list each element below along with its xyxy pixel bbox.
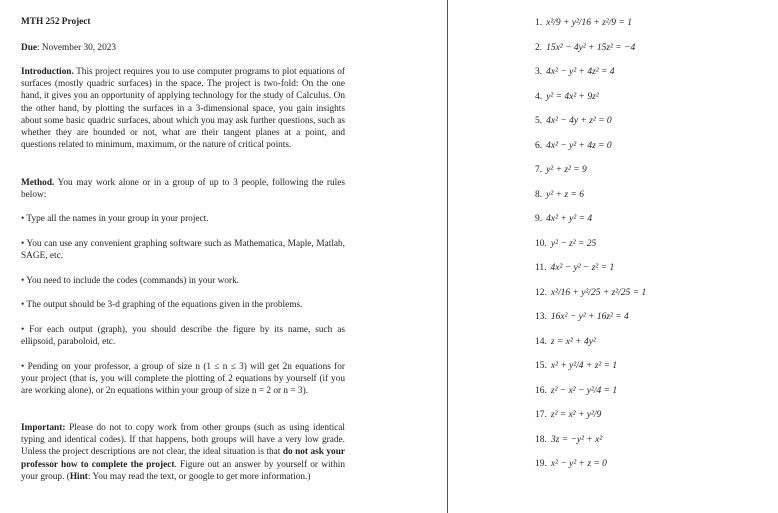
- equation-item: [535, 337, 596, 347]
- equation-number: 1.: [535, 18, 543, 28]
- due-date: [21, 42, 345, 54]
- equation-number: 19.: [535, 459, 547, 469]
- equation-number: 10.: [535, 238, 547, 249]
- equation-number: 13.: [535, 312, 547, 322]
- equation-item: [535, 435, 602, 445]
- equation-item: [535, 288, 646, 298]
- method-heading: Method.: [21, 178, 55, 188]
- title-text: MTH 252 Project: [21, 17, 91, 27]
- document-title: [21, 16, 345, 28]
- equation-number: 3.: [535, 67, 543, 77]
- column-divider: [447, 0, 448, 513]
- important-text: . Figure out an answer by yourself or within your group. (: [21, 459, 345, 482]
- equation-number: 17.: [535, 410, 547, 420]
- equation-item: [535, 361, 617, 371]
- equation-number: 12.: [535, 287, 547, 298]
- equation-number: 11.: [535, 263, 547, 273]
- equation-text: 16x² − y² + 16z² = 4: [550, 312, 629, 322]
- equation-item: [535, 18, 632, 28]
- important-text: Please do not to copy work from other groups (such as using identical typing and identical codes). If that happens, both groups will have a very low grade. Unless the project descriptions are not clear, the ideal situation is that: [21, 423, 345, 458]
- equation-item: [535, 43, 635, 53]
- equation-text: x²/16 + y²/25 + z²/25 = 1: [550, 287, 647, 298]
- bullet-text: Pending on your professor, a group of size n (1 ≤ n ≤ 3) will get 2n equations for your project (that is, you will complete the plotting of 2 equations by yourself (if you are working alone), or 2n equations within your group of size n = 2 or n = 3).: [21, 362, 345, 397]
- equation-text: x² − y² + z = 0: [550, 459, 607, 469]
- equation-number: 8.: [535, 189, 543, 200]
- equation-number: 9.: [535, 214, 543, 224]
- method-text: You may work alone or in a group of up to 3 people, following the rules below:: [21, 178, 345, 201]
- equation-number: 15.: [535, 361, 547, 371]
- equation-text: z = x² + 4y²: [550, 336, 596, 347]
- introduction-paragraph: [21, 66, 345, 151]
- equation-item: [535, 263, 614, 273]
- equation-text: y² − z² = 25: [550, 238, 597, 249]
- equation-text: 15x² − 4y² + 15z² = −4: [546, 42, 636, 53]
- bullet-text: For each output (graph), you should describe the figure by its name, such as ellipsoid, paraboloid, etc.: [21, 325, 345, 348]
- equation-item: [535, 239, 596, 249]
- equation-item: [535, 190, 584, 200]
- equation-text: x²/9 + y²/16 + z²/9 = 1: [546, 18, 632, 28]
- equation-item: [535, 386, 617, 396]
- equation-number: 2.: [535, 42, 543, 53]
- equation-text: y² + z = 6: [546, 189, 584, 200]
- equation-item: [535, 141, 612, 151]
- bullet-item: • For each output (graph), you should describe the figure by its name, such as ellipsoid, paraboloid, etc.: [21, 325, 345, 348]
- equation-text: y² + z² = 9: [546, 165, 587, 175]
- equation-text: z² = x² + y²/9: [550, 410, 602, 420]
- equation-number: 4.: [535, 91, 543, 102]
- equation-text: 4x² − y² + 4z² = 4: [546, 67, 615, 77]
- bullet-text: The output should be 3-d graphing of the equations given in the problems.: [26, 300, 303, 310]
- method-paragraph: [21, 177, 345, 201]
- equation-text: z² − x² − y²/4 = 1: [550, 385, 618, 396]
- bullet-text: You need to include the codes (commands) in your work.: [26, 276, 240, 286]
- equation-text: y² = 4x² + 9z²: [546, 91, 599, 102]
- bullet-text: You can use any convenient graphing software such as Mathematica, Maple, Matlab, SAGE, etc.: [21, 239, 345, 262]
- bullet-item: • Pending on your professor, a group of size n (1 ≤ n ≤ 3) will get 2n equations for your project (that is, you will complete the plotting of 2 equations by yourself (if you are working alone), or 2n equations within your group of size n = 2 or n = 3).: [21, 362, 345, 397]
- equation-text: x² + y²/4 + z² = 1: [550, 361, 618, 371]
- introduction-text: This project requires you to use computer programs to plot equations of surfaces (mostly quadric surfaces) in the space. The project is two-fold: On the one hand, it gives you an opportunity of applying technology for the study of Calculus. On the other hand, by plotting the surfaces in a 3-dimensional space, you gain insights about some basic quadric surfaces, about which you may ask further questions, such as whether they are bounded or not, what are their tangent planes at a point, and questions related to minimum, maximum, or the nature of critical points.: [21, 67, 345, 151]
- due-label: Due: [21, 43, 38, 53]
- equation-number: 6.: [535, 140, 543, 151]
- equation-item: [535, 410, 601, 420]
- bullet-item: • You need to include the codes (commands) in your work.: [21, 276, 240, 286]
- equation-text: 3z = −y² + x²: [550, 434, 603, 445]
- hint-label: Hint: [69, 471, 88, 482]
- important-paragraph: [21, 422, 345, 483]
- equation-item: [535, 312, 629, 322]
- important-text: : You may read the text, or google to get more information.): [87, 471, 311, 482]
- equation-item: [535, 116, 612, 126]
- important-heading: Important:: [21, 423, 66, 433]
- equation-number: 7.: [535, 165, 543, 175]
- equation-text: 4x² − y² − z² = 1: [550, 263, 615, 273]
- equation-number: 5.: [535, 116, 543, 126]
- equation-number: 16.: [535, 385, 547, 396]
- bullet-item: • The output should be 3-d graphing of the equations given in the problems.: [21, 300, 303, 310]
- equation-item: [535, 214, 592, 224]
- equation-number: 18.: [535, 434, 547, 445]
- bullet-item: • Type all the names in your group in your project.: [21, 214, 209, 224]
- equation-item: [535, 67, 615, 77]
- equation-text: 4x² − 4y + z² = 0: [546, 116, 612, 126]
- equation-item: [535, 165, 587, 175]
- introduction-heading: Introduction.: [21, 67, 74, 77]
- equation-text: 4x² + y² = 4: [546, 214, 593, 224]
- equation-number: 14.: [535, 336, 547, 347]
- bullet-text: Type all the names in your group in your project.: [26, 214, 209, 224]
- bullet-item: • You can use any convenient graphing software such as Mathematica, Maple, Matlab, SAGE, etc.: [21, 239, 345, 262]
- due-value: : November 30, 2023: [37, 43, 117, 53]
- equation-item: [535, 92, 599, 102]
- equation-text: 4x² − y² + 4z = 0: [546, 140, 612, 151]
- equation-item: [535, 459, 607, 469]
- important-bold-text: do not ask your professor how to complete the project: [21, 447, 345, 470]
